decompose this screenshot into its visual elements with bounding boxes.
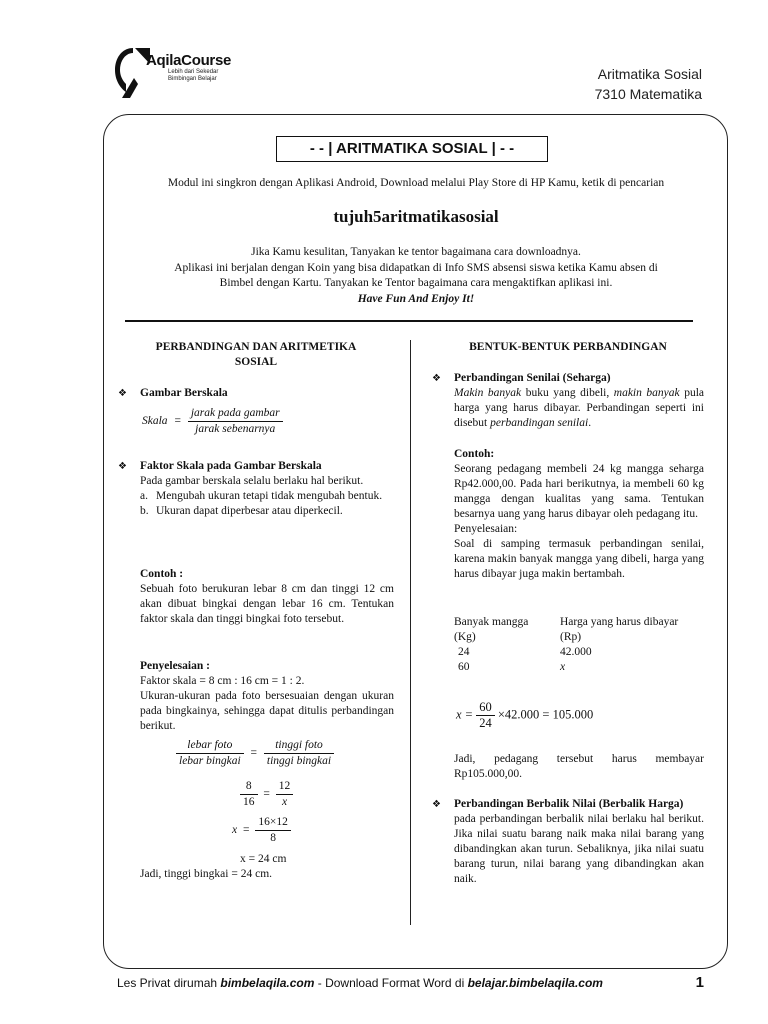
eq3-denominator: 8	[270, 832, 276, 844]
item-b-label: b.	[140, 505, 149, 517]
contoh-text: Sebuah foto berukuran lebar 8 cm dan tinggi 12 cm akan dibuat bingkai dengan lebar 16 cm. Tentukan faktor skala dan tinggi bingkai foto tersebut.	[140, 583, 394, 625]
senilai-italic-3: perbandingan senilai	[490, 417, 589, 429]
item-a-text: Mengubah ukuran tetapi tidak mengubah bentuk.	[156, 490, 383, 502]
senilai-text-2: pula harga yang harus dibayar. Perbandingan seperti ini disebut	[454, 387, 704, 429]
senilai-title: Perbandingan Senilai (Seharga)	[454, 372, 611, 384]
senilai-section	[432, 371, 704, 431]
footer-text-1: Les Privat dirumah	[117, 976, 221, 990]
table-cell: x	[560, 661, 566, 673]
penyelesaian-title: Penyelesaian :	[140, 660, 210, 672]
brand-logo	[112, 44, 242, 104]
header-info	[595, 64, 702, 104]
table-header-2: Harga yang harus dibayar	[560, 616, 679, 628]
skala-numerator: jarak pada gambar	[188, 406, 283, 422]
logo-tagline-1: Lebih dari Sekedar	[168, 69, 219, 75]
intro-tagline: Have Fun And Enjoy It!	[357, 293, 475, 305]
senilai-text-3: .	[588, 417, 592, 429]
footer-text-2: - Download Format Word di	[314, 976, 468, 990]
skala-denominator: jarak sebenarnya	[195, 423, 276, 435]
left-heading	[118, 340, 394, 370]
intro-keyword: tujuh5aritmatikasosial	[333, 207, 499, 226]
berbalik-section	[432, 797, 704, 887]
penyelesaian-1: Faktor skala = 8 cm : 16 cm = 1 : 2.	[140, 675, 305, 687]
footer-link-1[interactable]: bimbelaqila.com	[220, 976, 315, 990]
contoh-right-title: Contoh:	[454, 448, 495, 460]
intro-line-4: Bimbel dengan Kartu. Tanyakan ke Tentor bagaimana cara mengaktifkan aplikasi ini.	[219, 277, 613, 289]
gambar-title: Gambar Berskala	[140, 387, 228, 399]
eq1-den-right: tinggi bingkai	[266, 755, 332, 767]
faktor-title: Faktor Skala pada Gambar Berskala	[140, 460, 322, 472]
equation-2: $\frac{8}{16}$ = $\frac{12}{x}$	[240, 779, 293, 810]
eq2-num-right: 12	[276, 779, 294, 795]
penyelesaian-right-title: Penyelesaian:	[454, 523, 518, 535]
equation-4: x = 24 cm	[240, 853, 287, 865]
eq2-den-left: 16	[243, 796, 255, 808]
eq2-num-left: 8	[240, 779, 258, 795]
left-heading-line-1: PERBANDINGAN DAN ARITMETIKA	[155, 341, 357, 353]
berbalik-text: pada perbandingan berbalik nilai berlaku hal berikut. Jika nilai suatu barang naik maka nilai barang yang dibandingkan akan turun. Sebaliknya, jika nilai suatu barang turun, nilai barang yang dibandingkan akan naik.	[454, 813, 704, 885]
mango-eq-rhs: ×42.000 = 105.000	[497, 707, 594, 722]
logo-tagline	[168, 69, 218, 83]
header-subject: Aritmatika Sosial	[597, 66, 702, 82]
diamond-bullet-icon: ❖	[118, 461, 127, 472]
senilai-text	[432, 386, 704, 431]
contoh-title: Contoh :	[140, 568, 184, 580]
intro-line-2: Jika Kamu kesulitan, Tanyakan ke tentor bagaimana cara downloadnya.	[251, 246, 581, 258]
intro-line-3: Aplikasi ini berjalan dengan Koin yang bisa didapatkan di Info SMS absensi siswa ketika Kamu absen di	[174, 262, 658, 274]
table-row	[454, 630, 678, 645]
skala-lhs: Skala	[142, 415, 168, 428]
skala-formula: Skala = $\frac{\text{jarak pada gambar}}{\text{jarak sebenarnya}}$	[142, 406, 283, 437]
mango-equation	[456, 700, 593, 731]
eq3-lhs: x	[232, 824, 238, 837]
diamond-bullet-icon: ❖	[118, 388, 127, 399]
footer-link-2[interactable]: belajar.bimbelaqila.com	[467, 976, 603, 990]
table-cell: 24	[458, 646, 470, 658]
penyelesaian-section	[118, 659, 394, 734]
list-item	[118, 489, 394, 504]
divider	[125, 320, 693, 322]
mango-eq-lhs: x =	[456, 707, 474, 722]
item-a-label: a.	[140, 490, 148, 502]
mango-eq-numerator: 60	[476, 700, 495, 716]
equation-1: $\frac{\text{lebar foto}}{\text{lebar bingkai}}$ = $\frac{\text{tinggi foto}}{\text{tinggi bingkai}}$	[176, 738, 334, 769]
eq1-num-left: lebar foto	[176, 738, 244, 754]
intro-line-1: Modul ini singkron dengan Aplikasi Android, Download melalui Play Store di HP Kamu, ketik di pencarian	[167, 177, 665, 189]
table-row	[454, 645, 678, 660]
eq1-den-left: lebar bingkai	[179, 755, 241, 767]
table-row	[454, 660, 678, 675]
left-conclusion: Jadi, tinggi bingkai = 24 cm.	[140, 868, 273, 880]
equation-3: x = $\frac{16\times 12}{8}$	[232, 815, 291, 846]
table-header-2-unit: (Rp)	[560, 631, 582, 643]
contoh-right-text: Seorang pedagang membeli 24 kg mangga seharga Rp42.000,00. Pada hari berikutnya, ia membeli 60 kg mangga dengan kualitas yang sama. Tentukan besarnya uang yang harus dibayar oleh pedagang itu.	[454, 463, 704, 520]
senilai-text-1: buku yang dibeli,	[521, 387, 614, 399]
berbalik-title: Perbandingan Berbalik Nilai (Berbalik Harga)	[454, 798, 684, 810]
mango-eq-denominator: 24	[479, 716, 492, 730]
table-cell: 60	[458, 661, 470, 673]
column-divider	[410, 340, 411, 925]
diamond-bullet-icon: ❖	[432, 373, 441, 384]
left-heading-line-2: SOSIAL	[234, 356, 278, 368]
item-b-text: Ukuran dapat diperbesar atau diperkecil.	[156, 505, 343, 517]
contoh-right-section	[432, 447, 704, 582]
footer	[117, 976, 603, 990]
page-title: - - | ARITMATIKA SOSIAL | - -	[276, 136, 548, 162]
senilai-italic-1: Makin banyak	[454, 387, 522, 399]
table-header-1: Banyak mangga	[454, 616, 529, 628]
list-item	[118, 504, 394, 519]
eq3-numerator: 16×12	[255, 815, 291, 831]
table-header-1-unit: (Kg)	[454, 631, 476, 643]
eq2-den-right: x	[281, 796, 288, 808]
mango-conclusion: Jadi, pedagang tersebut harus membayar Rp105.000,00.	[454, 753, 704, 780]
gambar-section	[118, 386, 394, 401]
data-table	[454, 615, 678, 675]
header-code: 7310 Matematika	[594, 86, 702, 102]
contoh-section	[118, 567, 394, 627]
right-heading: BENTUK-BENTUK PERBANDINGAN	[469, 341, 667, 353]
eq1-num-right: tinggi foto	[264, 738, 334, 754]
senilai-italic-2: makin banyak	[613, 387, 680, 399]
penyelesaian-right-text: Soal di samping termasuk perbandingan senilai, karena makin banyak mangga yang dibeli, harga yang harus dibayar juga makin bertambah.	[454, 538, 704, 580]
faktor-section	[118, 459, 394, 519]
diamond-bullet-icon: ❖	[432, 799, 441, 810]
logo-tagline-2: Bimbingan Belajar	[168, 76, 217, 82]
page-number: 1	[695, 974, 704, 991]
table-row	[454, 615, 678, 630]
faktor-text: Pada gambar berskala selalu berlaku hal berikut.	[140, 475, 364, 487]
penyelesaian-2: Ukuran-ukuran pada foto bersesuaian dengan ukuran pada bingkainya, sehingga dapat ditulis perbandingan berikut.	[140, 690, 394, 732]
logo-name: AqilaCourse	[146, 52, 232, 69]
table-cell: 42.000	[560, 646, 592, 658]
